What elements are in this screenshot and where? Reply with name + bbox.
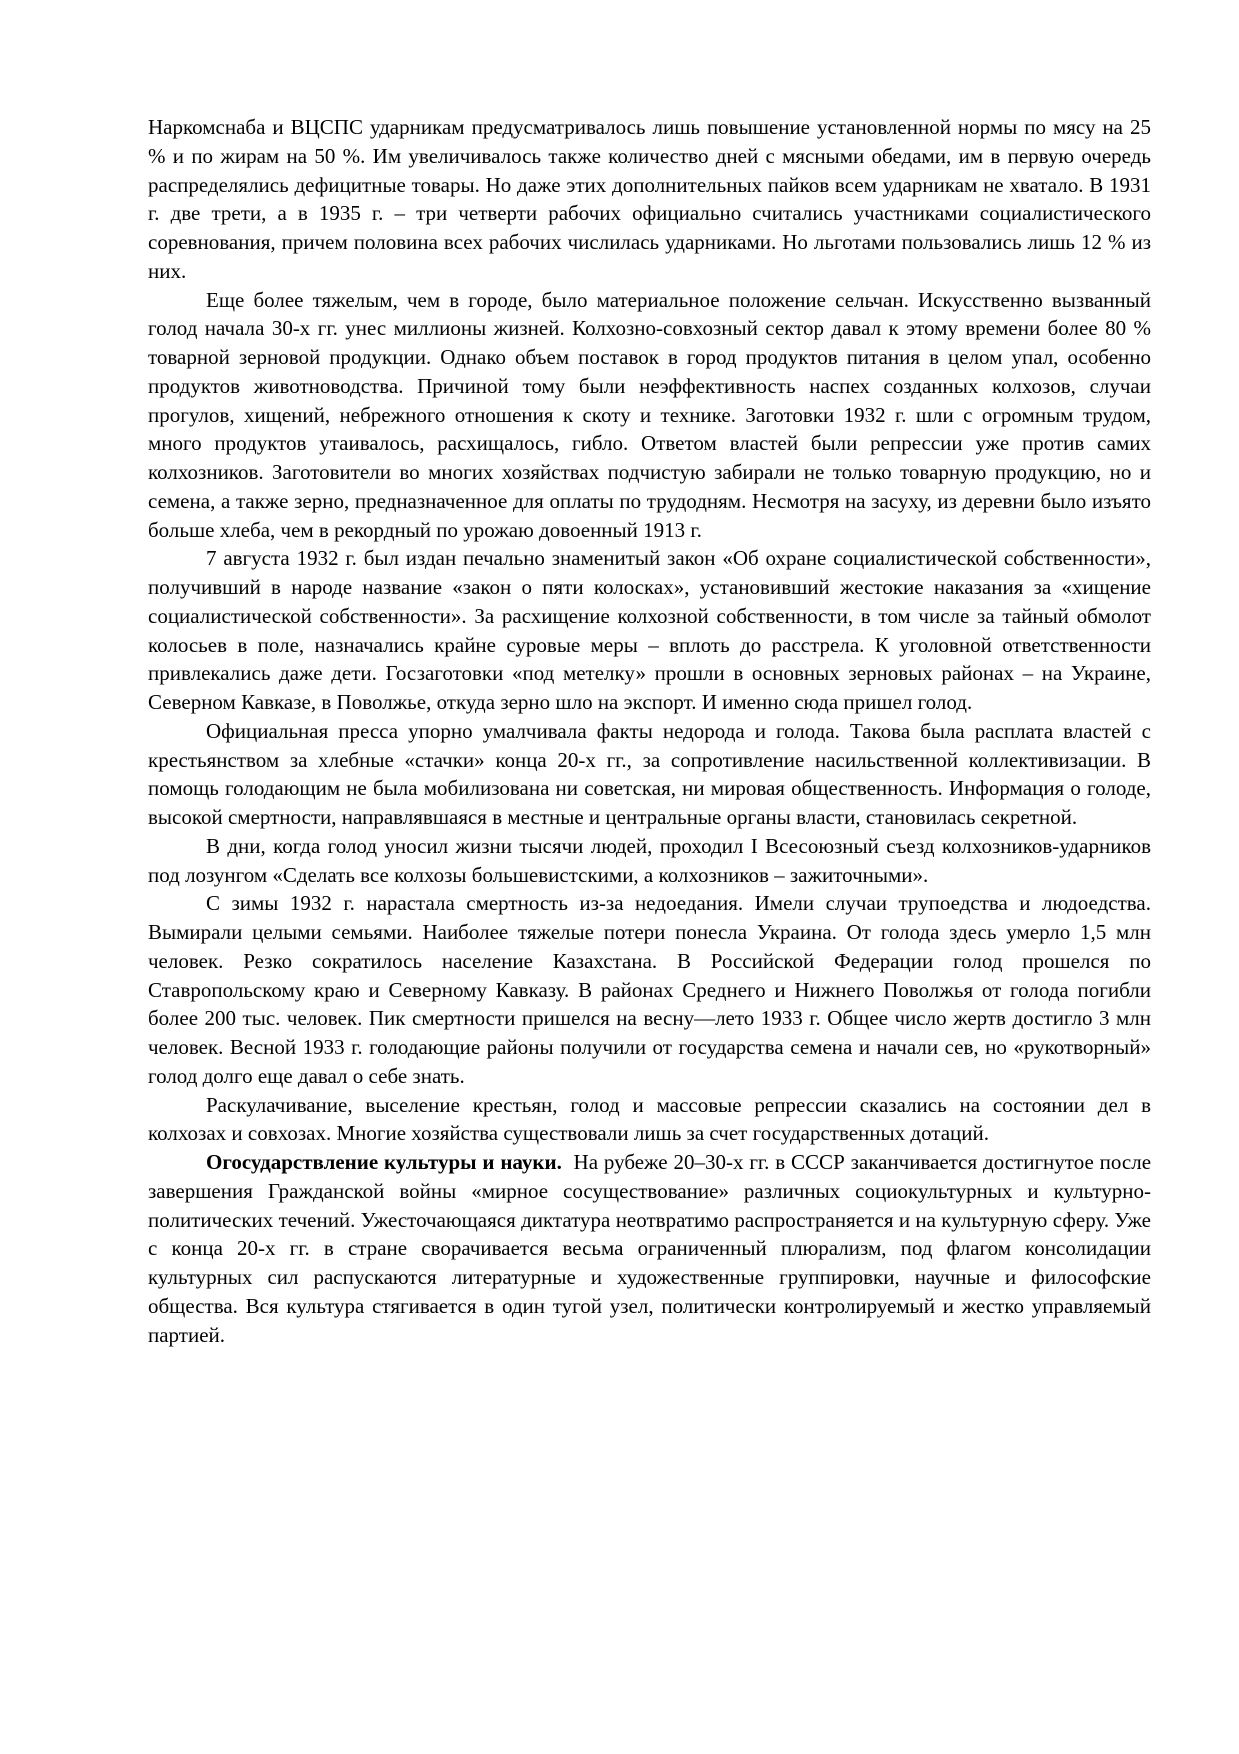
paragraph-2-text: Еще более тяжелым, чем в городе, было материальное положение сельчан. Искусственно вызванный голод начала 30-х гг. унес миллионы жизней. Колхозно-совхозный сектор давал к этому времени более 80 % товарной зерновой продукции. Однако объем поставок в город продуктов питания в целом упал, особенно продуктов животноводства. Причиной тому были неэффективность наспех созданных колхозов, случаи прогулов, хищений, небрежного отношения к скоту и технике. Заготовки 1932 г. шли с огромным трудом, много продуктов утаивалось, расхищалось, гибло. Ответом властей были репрессии уже против самих колхозников. Заготовители во многих хозяйствах подчистую забирали не только товарную продукцию, но и семена, а также зерно, предназначенное для оплаты по трудодням. Несмотря на засуху, из деревни было изъято больше хлеба, чем в рекордный по урожаю довоенный 1913 г. <box>148 287 1151 542</box>
paragraph-7 <box>148 1091 1151 1149</box>
paragraph-5-text: В дни, когда голод уносил жизни тысячи людей, проходил I Всесоюзный съезд колхозников-ударников под лозунгом «Сделать все колхозы большевистскими, а колхозников – зажиточными». <box>148 833 1151 887</box>
paragraph-8 <box>148 1148 1151 1349</box>
paragraph-3 <box>148 544 1151 717</box>
paragraph-4 <box>148 717 1151 832</box>
paragraph-1 <box>148 113 1151 286</box>
paragraph-7-text: Раскулачивание, выселение крестьян, голод и массовые репрессии сказались на состоянии дел в колхозах и совхозах. Многие хозяйства существовали лишь за счет государственных дотаций. <box>148 1092 1151 1146</box>
paragraph-1-text: Наркомснаба и ВЦСПС ударникам предусматривалось лишь повышение установленной нормы по мясу на 25 % и по жирам на 50 %. Им увеличивалось также количество дней с мясными обедами, им в первую очередь распределялись дефицитные товары. Но даже этих дополнительных пайков всем ударникам не хватало. В 1931 г. две трети, а в 1935 г. – три четверти рабочих официально считались участниками социалистического соревнования, причем половина всех рабочих числилась ударниками. Но льготами пользовались лишь 12 % из них. <box>148 115 1151 283</box>
paragraph-8-text: На рубеже 20–30-х гг. в СССР заканчивается достигнутое после завершения Гражданской войны «мирное сосуществование» различных социокультурных и культурно-политических течений. Ужесточающаяся диктатура неотвратимо распространяется и на культурную сферу. Уже с конца 20-х гг. в стране сворачивается весьма ограниченный плюрализм, под флагом консолидации культурных сил распускаются литературные и художественные группировки, научные и философские общества. Вся культура стягивается в один тугой узел, политически контролируемый и жестко управляемый партией. <box>148 1150 1152 1347</box>
document-body <box>148 113 1151 1349</box>
paragraph-6 <box>148 889 1151 1090</box>
paragraph-5 <box>148 832 1151 890</box>
paragraph-6-text: С зимы 1932 г. нарастала смертность из-за недоедания. Имели случаи трупоедства и людоедства. Вымирали целыми семьями. Наиболее тяжелые потери понесла Украина. От голода здесь умерло 1,5 млн человек. Резко сократилось население Казахстана. В Российской Федерации голод прошелся по Ставропольскому краю и Северному Кавказу. В районах Среднего и Нижнего Поволжья от голода погибли более 200 тыс. человек. Пик смертности пришелся на весну—лето 1933 г. Общее число жертв достигло 3 млн человек. Весной 1933 г. голодающие районы получили от государства семена и начали сев, но «рукотворный» голод долго еще давал о себе знать. <box>148 891 1151 1088</box>
paragraph-4-text: Официальная пресса упорно умалчивала факты недорода и голода. Такова была расплата властей с крестьянством за хлебные «стачки» конца 20-х гг., за сопротивление насильственной коллективизации. В помощь голодающим не была мобилизована ни советская, ни мировая общественность. Информация о голоде, высокой смертности, направлявшаяся в местные и центральные органы власти, становилась секретной. <box>148 718 1151 829</box>
paragraph-2 <box>148 286 1151 545</box>
section-heading: Огосударствление культуры и науки. <box>206 1150 562 1174</box>
paragraph-3-text: 7 августа 1932 г. был издан печально знаменитый закон «Об охране социалистической собственности», получивший в народе название «закон о пяти колосках», установивший жестокие наказания за «хищение социалистической собственности». За расхищение колхозной собственности, в том числе за тайный обмолот колосьев в поле, назначались крайне суровые меры – вплоть до расстрела. К уголовной ответственности привлекались даже дети. Госзаготовки «под метелку» прошли в основных зерновых районах – на Украине, Северном Кавказе, в Поволжье, откуда зерно шло на экспорт. И именно сюда пришел голод. <box>148 546 1151 714</box>
